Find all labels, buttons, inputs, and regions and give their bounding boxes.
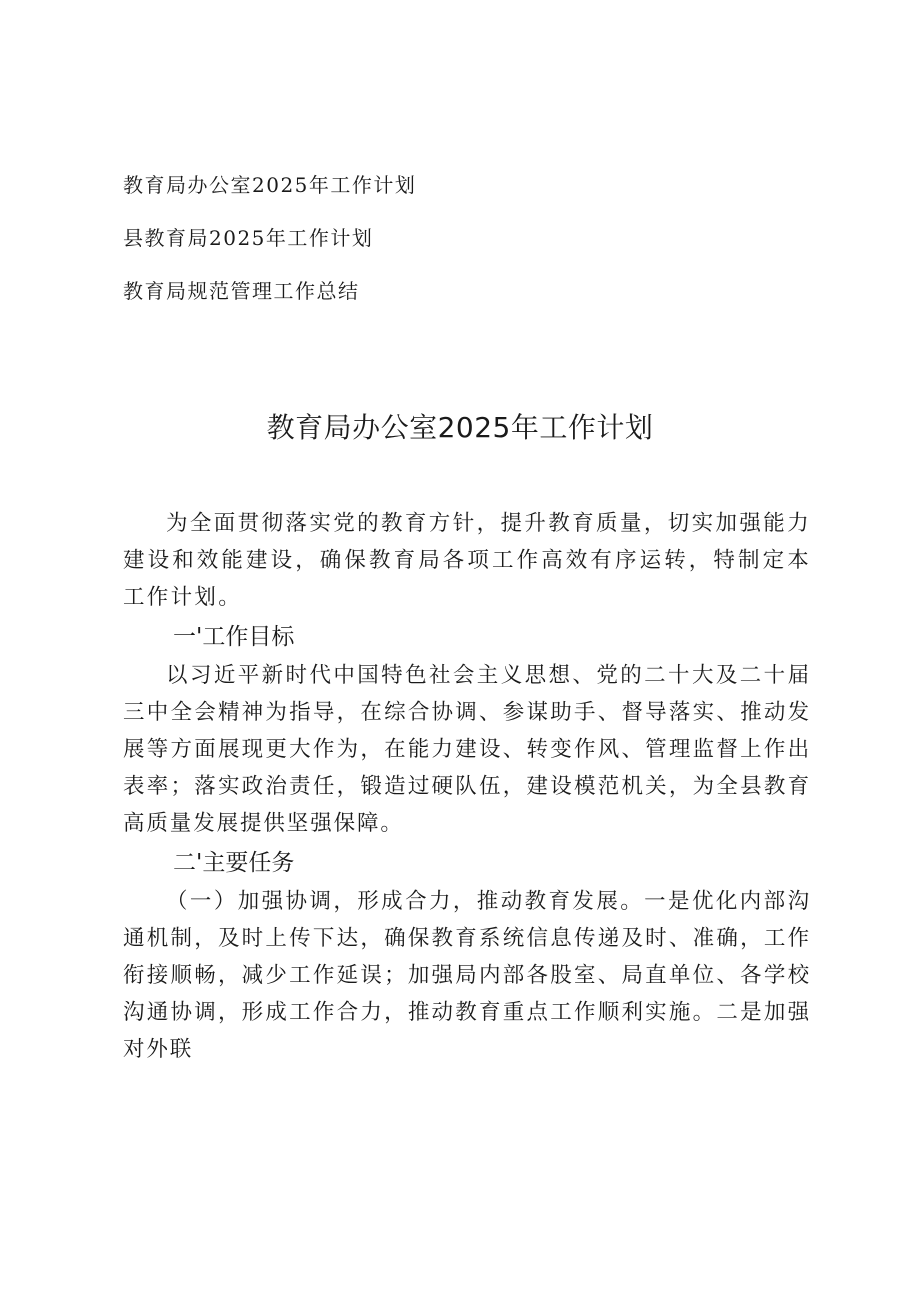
section-heading-tasks: 二'主要任务 [173,850,295,876]
document-title: 教育局办公室2025年工作计划 [266,411,654,444]
goals-paragraph: 以习近平新时代中国特色社会主义思想、党的二十大及二十届三中全会精神为指导，在综合协调、参谋助手、督导落实、推动发展等方面展现更大作为，在能力建设、转变作风、管理监督上作出表率；落实政治责任，锻造过硬队伍，建设模范机关，为全县教育高质量发展提供坚强保障。 [123,663,811,836]
section-heading-goals: 一'工作目标 [173,624,295,650]
document-body [123,505,811,1068]
tasks-paragraph: （一）加强协调，形成合力，推动教育发展。一是优化内部沟通机制，及时上传下达，确保教育系统信息传递及时、准确，工作衔接顺畅，减少工作延误；加强局内部各股室、局直单位、各学校沟通协调，形成工作合力，推动教育重点工作顺利实施。二是加强对外联 [123,889,811,1062]
toc-item: 教育局规范管理工作总结 [123,279,360,303]
toc-item: 县教育局2025年工作计划 [123,226,374,250]
table-of-contents [123,172,416,331]
toc-item: 教育局办公室2025年工作计划 [123,173,417,197]
intro-paragraph: 为全面贯彻落实党的教育方针，提升教育质量，切实加强能力建设和效能建设，确保教育局各项工作高效有序运转，特制定本工作计划。 [123,511,811,610]
